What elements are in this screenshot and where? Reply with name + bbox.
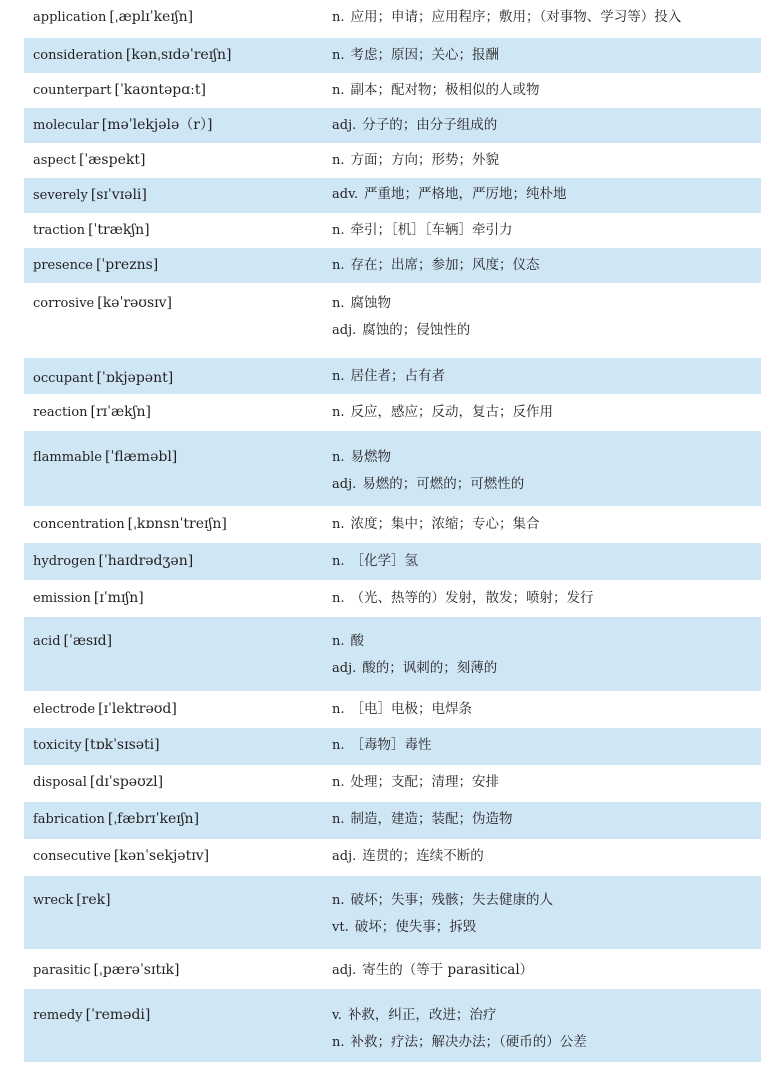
phonetic: [kənˌsɪdəˈreɪʃn] (125, 47, 232, 63)
phonetic: [ɪˈmɪʃn] (93, 590, 144, 606)
definition-line (332, 811, 761, 828)
definition-text: 居住者；占有者 (350, 368, 446, 384)
definition-cell (332, 949, 761, 979)
part-of-speech: n. (332, 738, 345, 753)
table-row (24, 213, 761, 248)
definition-cell (332, 431, 761, 493)
phonetic: [kənˈsekjətɪv] (113, 848, 210, 864)
word: application (33, 10, 107, 25)
word-cell (24, 839, 332, 865)
table-row (24, 73, 761, 108)
phonetic: [ˌæplɪˈkeɪʃn] (109, 9, 194, 25)
definition-line (332, 9, 761, 26)
part-of-speech: adj. (332, 963, 357, 978)
word: traction (33, 223, 86, 238)
word-cell (24, 108, 332, 134)
definition-cell (332, 802, 761, 828)
definition-cell (332, 580, 761, 607)
part-of-speech: n. (332, 153, 345, 168)
definition-text: 处理；支配；清理；安排 (350, 774, 500, 790)
word: concentration (33, 517, 125, 532)
definition-line (332, 919, 761, 936)
table-row (24, 108, 761, 143)
phonetic: [ɪˈlektrəʊd] (98, 701, 177, 717)
part-of-speech: adj. (332, 323, 357, 338)
definition-text: 易燃物 (350, 449, 392, 465)
definition-text: 易燃的；可燃的；可燃性的 (362, 476, 525, 492)
phonetic: [ˈæspekt] (78, 152, 146, 168)
phonetic: [ˌkɒnsnˈtreɪʃn] (127, 516, 227, 532)
word-cell (24, 213, 332, 239)
part-of-speech: n. (332, 369, 345, 384)
definition-text: 应用；申请；应用程序；敷用；（对事物、学习等）投入 (350, 9, 682, 25)
definition-text: ［化学］氢 (350, 553, 419, 569)
table-row (24, 394, 761, 431)
definition-line (332, 962, 761, 979)
word: parasitic (33, 963, 91, 978)
word-cell (24, 876, 332, 909)
definition-line (332, 368, 761, 385)
phonetic: [ˈhaɪdrədʒən] (98, 553, 194, 569)
phonetic: [ˈkaʊntəpɑːt] (114, 82, 206, 98)
word-cell (24, 394, 332, 421)
table-row (24, 431, 761, 506)
part-of-speech: adv. (332, 187, 359, 202)
definition-text: （光、热等的）发射，散发；喷射；发行 (350, 590, 594, 606)
definition-text: 连贯的；连续不断的 (362, 848, 484, 864)
word-cell (24, 506, 332, 533)
word-cell (24, 73, 332, 99)
definition-line (332, 449, 761, 466)
definition-cell (332, 38, 761, 64)
part-of-speech: n. (332, 1035, 345, 1050)
word-cell (24, 802, 332, 828)
table-row (24, 728, 761, 765)
definition-text: ［电］电极；电焊条 (350, 701, 473, 717)
table-row (24, 3, 761, 38)
definition-cell (332, 394, 761, 421)
part-of-speech: vt. (332, 920, 349, 935)
word-cell (24, 143, 332, 169)
definition-line (332, 476, 761, 493)
table-row (24, 143, 761, 178)
definition-line (332, 774, 761, 791)
part-of-speech: n. (332, 591, 345, 606)
table-row (24, 949, 761, 989)
phonetic: [sɪˈvɪəli] (90, 187, 147, 203)
phonetic: [ˈprezns] (95, 257, 159, 273)
definition-cell (332, 108, 761, 134)
word-cell (24, 38, 332, 64)
word: occupant (33, 371, 94, 386)
part-of-speech: n. (332, 634, 345, 649)
word: fabrication (33, 812, 105, 827)
definition-cell (332, 839, 761, 865)
definition-line (332, 553, 761, 570)
part-of-speech: n. (332, 83, 345, 98)
part-of-speech: n. (332, 775, 345, 790)
definition-text: 牵引；［机］［车辆］牵引力 (350, 222, 513, 238)
definition-cell (332, 876, 761, 936)
definition-line (332, 848, 761, 865)
definition-cell (332, 728, 761, 754)
table-row (24, 802, 761, 839)
word: consecutive (33, 849, 111, 864)
definition-text: 腐蚀物 (350, 295, 392, 311)
definition-cell (332, 73, 761, 99)
phonetic: [rɪˈækʃn] (90, 404, 151, 420)
definition-cell (332, 213, 761, 239)
definition-line (332, 590, 761, 607)
word: electrode (33, 702, 96, 717)
definition-text: 反应，感应；反动，复古；反作用 (350, 404, 554, 420)
part-of-speech: n. (332, 405, 345, 420)
definition-cell (332, 989, 761, 1051)
part-of-speech: n. (332, 702, 345, 717)
word: consideration (33, 48, 123, 63)
phonetic: [ˈremədi] (85, 1007, 151, 1023)
table-row (24, 691, 761, 728)
word: severely (33, 188, 88, 203)
table-row (24, 765, 761, 802)
phonetic: [ˌpærəˈsɪtɪk] (93, 962, 180, 978)
word-cell (24, 617, 332, 650)
word: acid (33, 634, 61, 649)
word: hydrogen (33, 554, 96, 569)
word: flammable (33, 450, 102, 465)
part-of-speech: adj. (332, 477, 357, 492)
definition-text: ［毒物］毒性 (350, 737, 432, 753)
word-cell (24, 765, 332, 791)
word: remedy (33, 1008, 83, 1023)
definition-line (332, 660, 761, 677)
word: presence (33, 258, 93, 273)
word-cell (24, 248, 332, 274)
phonetic: [ˈɒkjəpənt] (96, 370, 174, 386)
definition-line (332, 222, 761, 239)
word: disposal (33, 775, 87, 790)
definition-text: 补救，纠正，改进；治疗 (347, 1007, 497, 1023)
phonetic: [ˌfæbrɪˈkeɪʃn] (107, 811, 200, 827)
definition-text: 浓度；集中；浓缩；专心；集合 (350, 516, 540, 532)
table-row (24, 580, 761, 617)
table-row (24, 283, 761, 358)
word-cell (24, 543, 332, 570)
word-cell (24, 691, 332, 718)
definition-line (332, 117, 761, 134)
table-row (24, 506, 761, 543)
word-cell (24, 580, 332, 607)
part-of-speech: adj. (332, 118, 357, 133)
definition-cell (332, 506, 761, 533)
part-of-speech: n. (332, 812, 345, 827)
definition-text: 制造，建造；装配；伪造物 (350, 811, 513, 827)
word-cell (24, 431, 332, 466)
definition-line (332, 152, 761, 169)
word-cell (24, 358, 332, 387)
part-of-speech: adj. (332, 661, 357, 676)
definition-line (332, 47, 761, 64)
part-of-speech: n. (332, 554, 345, 569)
definition-line (332, 82, 761, 99)
part-of-speech: n. (332, 223, 345, 238)
table-row (24, 178, 761, 213)
part-of-speech: n. (332, 450, 345, 465)
phonetic: [tɒkˈsɪsəti] (84, 737, 160, 753)
word: counterpart (33, 83, 112, 98)
table-row (24, 876, 761, 949)
phonetic: [dɪˈspəʊzl] (89, 774, 164, 790)
definition-cell (332, 3, 761, 26)
table-row (24, 543, 761, 580)
part-of-speech: n. (332, 296, 345, 311)
definition-text: 存在；出席；参加；风度；仪态 (350, 257, 540, 273)
word: reaction (33, 405, 88, 420)
definition-cell (332, 691, 761, 718)
table-row (24, 839, 761, 876)
part-of-speech: n. (332, 258, 345, 273)
definition-text: 酸 (350, 633, 365, 649)
definition-line (332, 322, 761, 339)
definition-cell (332, 617, 761, 677)
definition-text: 寄生的（等于 parasitical） (362, 962, 534, 978)
definition-cell (332, 358, 761, 385)
definition-line (332, 1034, 761, 1051)
definition-cell (332, 543, 761, 570)
definition-line (332, 186, 761, 203)
definition-text: 腐蚀的；侵蚀性的 (362, 322, 471, 338)
definition-cell (332, 248, 761, 274)
part-of-speech: adj. (332, 849, 357, 864)
part-of-speech: n. (332, 517, 345, 532)
phonetic: [ˈtrækʃn] (88, 222, 150, 238)
definition-line (332, 404, 761, 421)
definition-text: 补救；疗法；解决办法；（硬币的）公差 (350, 1034, 587, 1050)
phonetic: [ˈæsɪd] (63, 633, 113, 649)
word-cell (24, 178, 332, 204)
definition-cell (332, 283, 761, 339)
definition-line (332, 737, 761, 754)
part-of-speech: v. (332, 1008, 342, 1023)
definition-text: 副本；配对物；极相似的人或物 (350, 82, 540, 98)
word-cell (24, 989, 332, 1024)
phonetic: [məˈlekjələ（r）] (101, 117, 213, 133)
definition-line (332, 516, 761, 533)
definition-line (332, 1007, 761, 1024)
word-cell (24, 3, 332, 26)
word: aspect (33, 153, 76, 168)
table-row (24, 989, 761, 1062)
definition-text: 破坏；使失事；拆毁 (354, 919, 477, 935)
definition-text: 考虑；原因；关心；报酬 (350, 47, 500, 63)
table-row (24, 248, 761, 283)
word-cell (24, 728, 332, 754)
word-cell (24, 283, 332, 312)
definition-text: 破坏；失事；残骸；失去健康的人 (350, 892, 554, 908)
word-cell (24, 949, 332, 979)
phonetic: [ˈflæməbl] (105, 449, 178, 465)
definition-cell (332, 765, 761, 791)
definition-text: 分子的；由分子组成的 (362, 117, 498, 133)
definition-cell (332, 178, 761, 203)
definition-text: 方面；方向；形势；外貌 (350, 152, 500, 168)
word: molecular (33, 118, 99, 133)
phonetic: [kəˈrəʊsɪv] (97, 295, 173, 311)
table-row (24, 358, 761, 394)
definition-text: 严重地；严格地，严厉地；纯朴地 (364, 186, 567, 202)
word: wreck (33, 893, 74, 908)
definition-line (332, 257, 761, 274)
word: corrosive (33, 296, 95, 311)
definition-line (332, 701, 761, 718)
table-row (24, 617, 761, 691)
part-of-speech: n. (332, 48, 345, 63)
vocabulary-table (24, 3, 761, 1062)
part-of-speech: n. (332, 893, 345, 908)
definition-line (332, 892, 761, 909)
table-row (24, 38, 761, 73)
definition-line (332, 633, 761, 650)
part-of-speech: n. (332, 10, 345, 25)
definition-text: 酸的；讽刺的；刻薄的 (362, 660, 498, 676)
phonetic: [rek] (76, 892, 111, 908)
word: emission (33, 591, 91, 606)
definition-line (332, 295, 761, 312)
definition-cell (332, 143, 761, 169)
word: toxicity (33, 738, 82, 753)
